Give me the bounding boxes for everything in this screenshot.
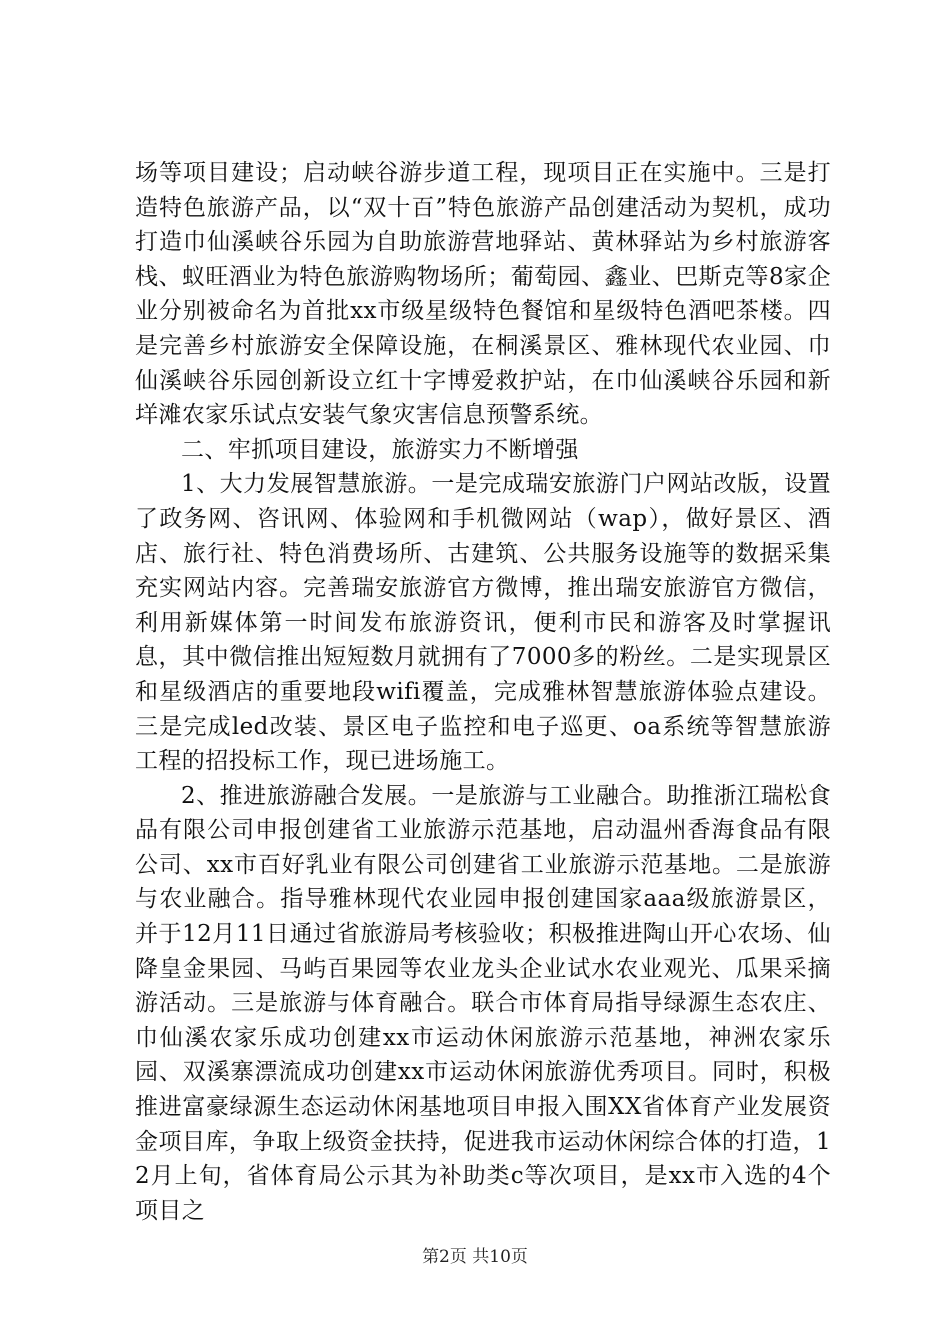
paragraph-continuation: 场等项目建设；启动峡谷游步道工程，现项目正在实施中。三是打造特色旅游产品，以“双十百”特色旅游产品创建活动为契机，成功打造巾仙溪峡谷乐园为自助旅游营地驿站、黄林驿站为乡村旅游客栈、蚁旺酒业为特色旅游购物场所；葡萄园、鑫业、巴斯克等8家企业分别被命名为首批xx市级星级特色餐馆和星级特色酒吧茶楼。四是完善乡村旅游安全保障设施，在桐溪景区、雅林现代农业园、巾仙溪峡谷乐园创新设立红十字博爱救护站，在巾仙溪峡谷乐园和新垟滩农家乐试点安装气象灾害信息预警系统。 [135, 160, 831, 429]
paragraph-smart-tourism: 1、大力发展智慧旅游。一是完成瑞安旅游门户网站改版，设置了政务网、咨讯网、体验网和手机微网站（wap），做好景区、酒店、旅行社、特色消费场所、古建筑、公共服务设施等的数据采集充实网站内容。完善瑞安旅游官方微博，推出瑞安旅游官方微信，利用新媒体第一时间发布旅游资讯，便利市民和游客及时掌握讯息，其中微信推出短短数月就拥有了7000多的粉丝。二是实现景区和星级酒店的重要地段wifi覆盖，完成雅林智慧旅游体验点建设。三是完成led改装、景区电子监控和电子巡更、oa系统等智慧旅游工程的招投标工作，现已进场施工。 [135, 471, 831, 775]
document-body [135, 156, 831, 1228]
section-heading: 二、牢抓项目建设，旅游实力不断增强 [181, 436, 579, 463]
page-footer: 第2页 共10页 [422, 1247, 528, 1267]
paragraph-tourism-integration: 2、推进旅游融合发展。一是旅游与工业融合。助推浙江瑞松食品有限公司申报创建省工业旅游示范基地，启动温州香海食品有限公司、xx市百好乳业有限公司创建省工业旅游示范基地。二是旅游与农业融合。指导雅林现代农业园申报创建国家aaa级旅游景区，并于12月11日通过省旅游局考核验收；积极推进陶山开心农场、仙降皇金果园、马屿百果园等农业龙头企业试水农业观光、瓜果采摘游活动。三是旅游与体育融合。联合市体育局指导绿源生态农庄、巾仙溪农家乐成功创建xx市运动休闲旅游示范基地，神洲农家乐园、双溪寨漂流成功创建xx市运动休闲旅游优秀项目。同时，积极推进富豪绿源生态运动休闲基地项目申报入围XX省体育产业发展资金项目库，争取上级资金扶持，促进我市运动休闲综合体的打造，12月上旬，省体育局公示其为补助类c等次项目，是xx市入选的4个项目之 [135, 782, 831, 1224]
